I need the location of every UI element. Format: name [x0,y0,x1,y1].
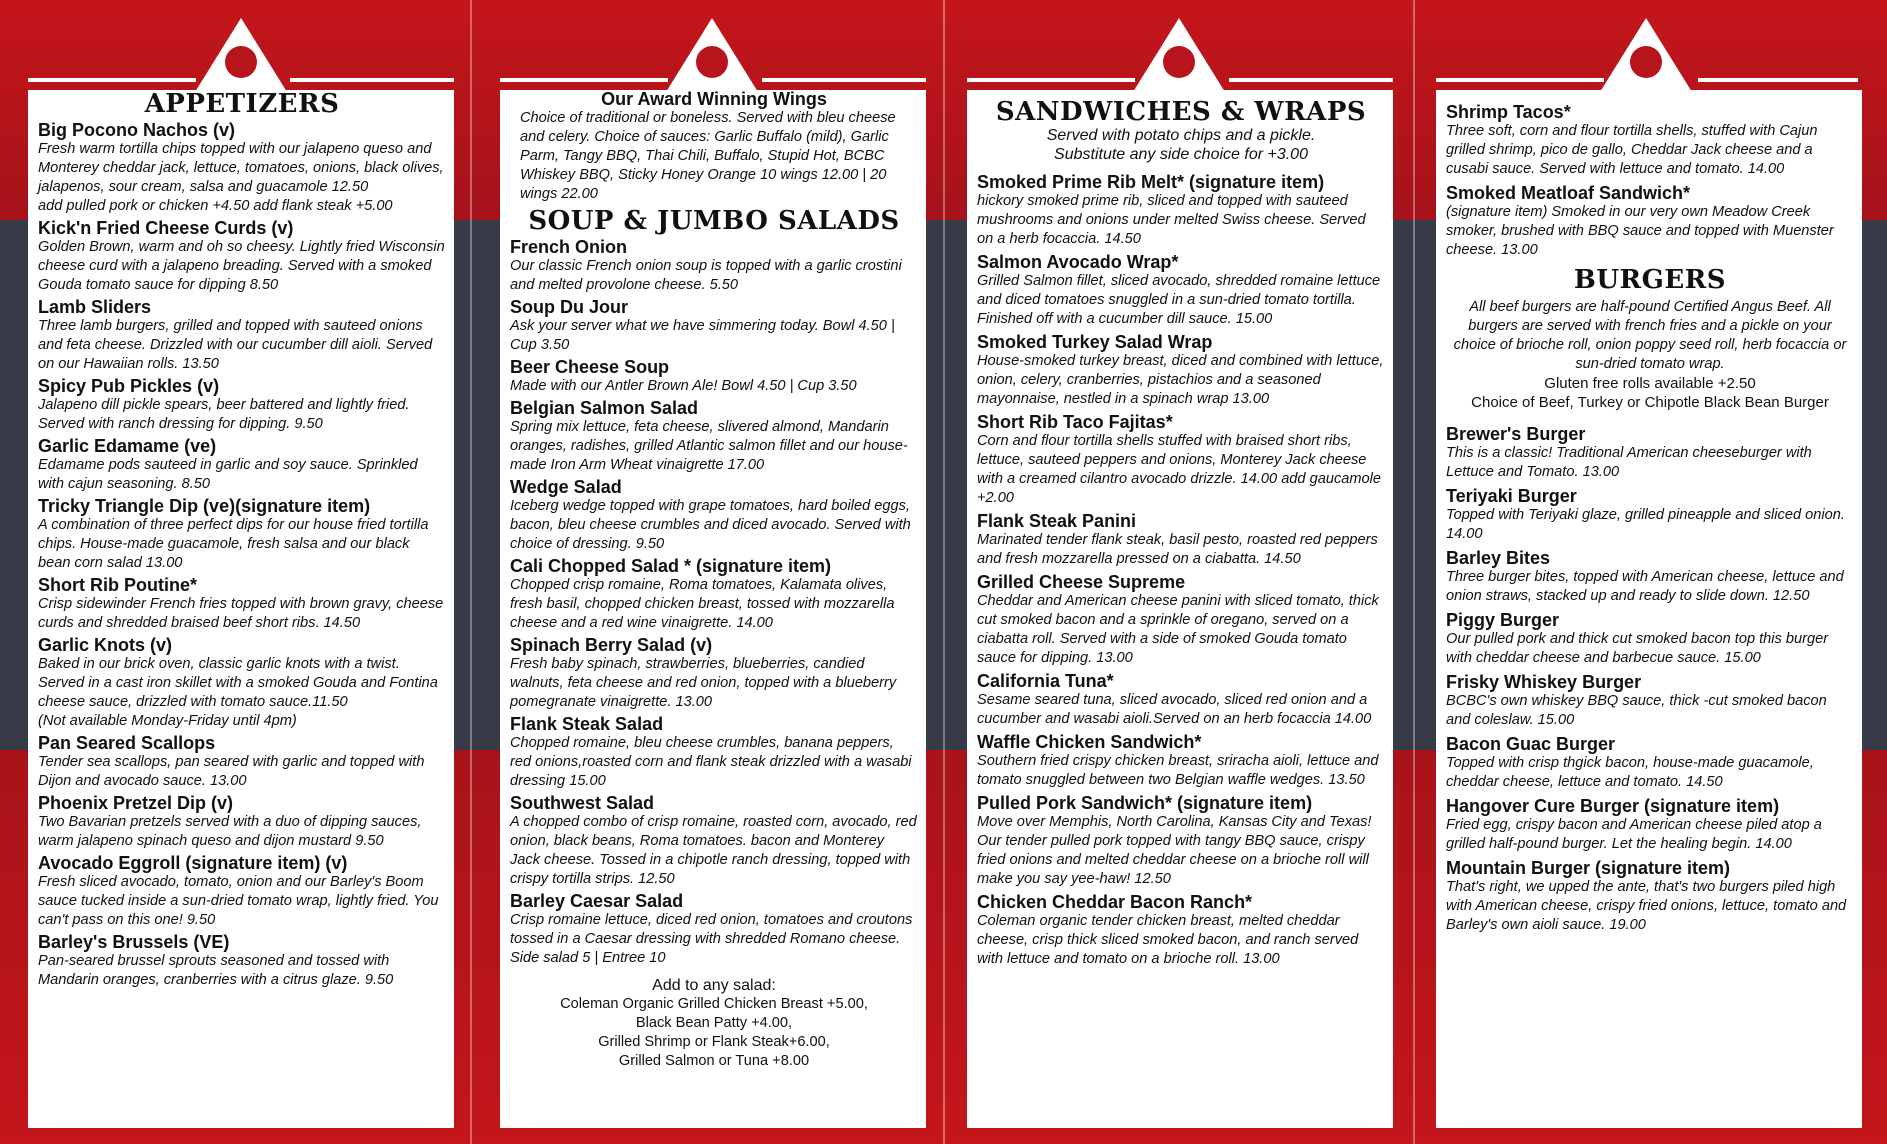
menu-item-name: Garlic Edamame (ve) [38,436,217,456]
menu-item-description: Corn and flour tortilla shells stuffed with braised short ribs, lettuce, sauteed peppers and onions, Monterey Jack cheese with a creamed cilantro avocado drizzle. 14.00 add gaucamole +2.00 [977,433,1381,506]
menu-item-description: Three soft, corn and flour tortilla shells, stuffed with Cajun grilled shrimp, pico de gallo, Cheddar Jack cheese and a cusabi sauce. Served with lettuce and tomato. 14.00 [1446,123,1818,177]
menu-item-name: Waffle Chicken Sandwich* [977,732,1202,752]
menu-item [1446,548,1854,606]
menu-item [38,376,446,434]
menu-item-description: Fried egg, crispy bacon and American cheese piled atop a grilled half-pound burger. Let the healing begin. 14.00 [1446,817,1822,852]
menu-item-name: Teriyaki Burger [1446,486,1577,506]
section-title-appetizers: APPETIZERS [144,90,340,119]
burgers-list [1446,424,1854,935]
menu-item [38,297,446,374]
menu-item-name: Flank Steak Panini [977,511,1137,531]
menu-item-description: Sesame seared tuna, sliced avocado, sliced red onion and a cucumber and wasabi aioli.Served on an herb focaccia 14.00 [977,692,1372,727]
menu-item-name: Pulled Pork Sandwich* (signature item) [977,793,1313,813]
menu-item [510,714,918,791]
menu-item-name: Short Rib Taco Fajitas* [977,412,1173,432]
addon-option: Black Bean Patty +4.00, [635,1015,793,1031]
menu-item-name: Phoenix Pretzel Dip (v) [38,793,234,813]
menu-item-name: French Onion [510,237,627,257]
menu-item-name: Salmon Avocado Wrap* [977,252,1179,272]
section-title-burgers: BURGERS [1573,265,1727,295]
menu-item-description: Topped with crisp thgick bacon, house-made guacamole, cheddar cheese, lettuce and tomato. 14.50 [1446,755,1814,790]
menu-item [977,252,1385,329]
menu-item-description: Our pulled pork and thick cut smoked bacon top this burger with cheddar cheese and barbecue sauce. 15.00 [1446,631,1829,666]
menu-item [510,237,918,295]
soups-salads-list [510,237,918,968]
tab-hole [225,46,257,78]
appetizers-list [38,120,446,990]
menu-item-name: Belgian Salmon Salad [510,398,699,418]
menu-item-name: Frisky Whiskey Burger [1446,672,1642,692]
menu-item [510,477,918,554]
tab-hole [696,46,728,78]
addon-option: Coleman Organic Grilled Chicken Breast +5.00, [560,996,868,1012]
menu-item-name: Southwest Salad [510,793,655,813]
menu-item [38,635,446,731]
tab-hole [1163,46,1195,78]
menu-item-name: Brewer's Burger [1446,424,1586,444]
menu-item-name: Spinach Berry Salad (v) [510,635,713,655]
menu-item-description: (signature item) Smoked in our very own Meadow Creek smoker, brushed with BBQ sauce and topped with Muenster cheese. 13.00 [1446,204,1834,258]
menu-item-description: Fresh baby spinach, strawberries, blueberries, candied walnuts, feta cheese and red onion, topped with a blueberry pomegranate vinaigrette. 13.00 [510,656,897,710]
addon-option: Grilled Shrimp or Flank Steak+6.00, [598,1034,830,1050]
gluten-free-note: Gluten free rolls available +2.50 [1544,375,1756,392]
menu-item-name: Cali Chopped Salad * (signature item) [510,556,832,576]
menu-item [1446,424,1854,482]
menu-item-name: Soup Du Jour [510,297,628,317]
tacos-meatloaf-list [1446,102,1854,260]
menu-item [38,218,446,295]
menu-item-description: Crisp romaine lettuce, diced red onion, tomatoes and croutons tossed in a Caesar dressing with shredded Romano cheese. Side salad 5 | Entree 10 [510,912,913,966]
decor-stripe [28,78,196,82]
panel-sandwiches [967,90,1393,1128]
menu-item-description: A combination of three perfect dips for our house fried tortilla chips. House-made guacamole, fresh salsa and our black bean corn salad 13.00 [38,517,429,571]
menu-item-description: Chopped romaine, bleu cheese crumbles, banana peppers, red onions,roasted corn and flank steak drizzled with a wasabi dressing 15.00 [510,735,912,789]
menu-item [977,511,1385,569]
menu-item-description: Baked in our brick oven, classic garlic knots with a twist. Served in a cast iron skillet with a smoked Gouda and Fontina cheese sauce, drizzled with tomato sauce.11.50 [38,656,438,710]
sandwiches-subtitle-2: Substitute any side choice for +3.00 [1054,146,1308,163]
menu-item [1446,858,1854,935]
menu-item [510,398,918,475]
menu-item-description: Chopped crisp romaine, Roma tomatoes, Kalamata olives, fresh basil, chopped chicken breast, tossed with mozzarella cheese and a red wine vinaigrette. 14.00 [510,577,895,631]
menu-item [510,556,918,633]
menu-item-description: Cheddar and American cheese panini with sliced tomato, thick cut smoked bacon and a sprinkle of oregano, served on a ciabatta roll. Served with a side of smoked Gouda tomato sauce for dipping. 13.00 [977,593,1379,666]
menu-item-description: Iceberg wedge topped with grape tomatoes, hard boiled eggs, bacon, bleu cheese crumbles and diced avocado. Served with choice of dressing. 9.50 [510,498,911,552]
menu-item-name: Bacon Guac Burger [1446,734,1616,754]
decor-stripe [1229,78,1393,82]
menu-item [1446,610,1854,668]
menu-item-name: California Tuna* [977,671,1114,691]
burger-choice-note: Choice of Beef, Turkey or Chipotle Black Bean Burger [1471,394,1829,411]
menu-item [38,932,446,990]
decor-stripe [500,78,668,82]
menu-item-description: Two Bavarian pretzels served with a duo of dipping sauces, warm jalapeno spinach queso and dijon mustard 9.50 [38,814,422,849]
wings-description: Choice of traditional or boneless. Served with bleu cheese and celery. Choice of sauces: Garlic Buffalo (mild), Garlic Parm, Tangy BBQ, Thai Chili, Buffalo, Stupid Hot, BCBC Whiskey BBQ, Sticky Honey Orange 10 wings 12.00 | 20 wings 22.00 [520,110,896,202]
menu-item-description: Jalapeno dill pickle spears, beer battered and lightly fried. Served with ranch dressing for dipping. 9.50 [38,397,410,432]
tab-hole [1630,46,1662,78]
menu-item [977,412,1385,508]
menu-item-description: Topped with Teriyaki glaze, grilled pineapple and sliced onion. 14.00 [1446,507,1845,542]
decor-stripe [1436,78,1604,82]
menu-item-description: House-smoked turkey breast, diced and combined with lettuce, onion, celery, cranberries, pistachios and a seasoned mayonnaise, nestled in a spinach wrap 13.00 [977,353,1384,407]
menu-item-name: Smoked Prime Rib Melt* (signature item) [977,172,1325,192]
menu-item [1446,672,1854,730]
menu-item-description: Our classic French onion soup is topped with a garlic crostini and melted provolone cheese. 5.50 [510,258,902,293]
menu-item-description: BCBC's own whiskey BBQ sauce, thick -cut smoked bacon and coleslaw. 15.00 [1446,693,1827,728]
panel-soups-salads [500,90,926,1128]
menu-item [38,120,446,216]
menu-item-name: Smoked Meatloaf Sandwich* [1446,183,1691,203]
menu-item [1446,102,1854,179]
menu-item [1446,734,1854,792]
menu-item-name: Chicken Cheddar Bacon Ranch* [977,892,1253,912]
menu-item-description: Pan-seared brussel sprouts seasoned and tossed with Mandarin oranges, cranberries with a citrus glaze. 9.50 [38,953,394,988]
burgers-intro: All beef burgers are half-pound Certified Angus Beef. All burgers are served with french fries and a pickle on your choice of brioche roll, onion poppy seed roll, herb focaccia or sun-dried tomato wrap. [1453,299,1847,372]
menu-item-description: Made with our Antler Brown Ale! Bowl 4.50 | Cup 3.50 [510,378,857,394]
menu-item-description: Fresh warm tortilla chips topped with our jalapeno queso and Monterey cheddar jack, lettuce, tomatoes, onions, black olives, jalapenos, sour cream, salsa and guacamole 12.50 [38,141,444,195]
menu-item [38,793,446,851]
menu-item-description: Move over Memphis, North Carolina, Kansas City and Texas! Our tender pulled pork topped with tangy BBQ sauce, crispy fried onions and melted cheddar cheese on a brioche roll will make you say yee-haw! 12.50 [977,814,1372,887]
sandwiches-list [977,172,1385,969]
menu-item-name: Avocado Eggroll (signature item) (v) [38,853,348,873]
decor-stripe [967,78,1135,82]
menu-item [977,172,1385,249]
menu-item [510,793,918,889]
fold-line [1413,0,1415,1144]
menu-item-name: Pan Seared Scallops [38,733,216,753]
menu-item [38,575,446,633]
decor-stripe [762,78,926,82]
fold-line [470,0,472,1144]
menu-item-name: Kick'n Fried Cheese Curds (v) [38,218,294,238]
menu-item-name: Shrimp Tacos* [1446,102,1571,122]
menu-item-name: Hangover Cure Burger (signature item) [1446,796,1780,816]
menu-item-name: Grilled Cheese Supreme [977,572,1186,592]
menu-item-description: Southern fried crispy chicken breast, sriracha aioli, lettuce and tomato snuggled between two Belgian waffle wedges. 13.50 [977,753,1379,788]
menu-item-name: Barley Bites [1446,548,1551,568]
addons-title: Add to any salad: [652,977,776,994]
menu-item-description: hickory smoked prime rib, sliced and topped with sauteed mushrooms and onions under melted Swiss cheese. Served on a herb focaccia. 14.50 [977,193,1366,247]
section-title-soups-salads: SOUP & JUMBO SALADS [528,206,900,236]
menu-item-description: Fresh sliced avocado, tomato, onion and our Barley's Boom sauce tucked inside a sun-dried tomato wrap, lightly fried. You can't pass on this one! 9.50 [38,874,439,928]
menu-item [510,357,918,396]
menu-item [977,793,1385,889]
menu-item [1446,183,1854,260]
menu-item [1446,486,1854,544]
menu-item-description: Grilled Salmon fillet, sliced avocado, shredded romaine lettuce and diced tomatoes snuggled in a sun-dried tomato tortilla. Finished off with a cucumber dill sauce. 15.00 [977,273,1381,327]
menu-item-name: Barley Caesar Salad [510,891,684,911]
menu-item [38,436,446,494]
menu-item-name: Wedge Salad [510,477,622,497]
menu-item [977,892,1385,969]
decor-stripe [1698,78,1858,82]
menu-item [977,671,1385,729]
menu-item-name: Spicy Pub Pickles (v) [38,376,220,396]
menu-item [1446,796,1854,854]
addons-list [510,995,918,1071]
menu-item [977,732,1385,790]
fold-line [943,0,945,1144]
menu-item-name: Smoked Turkey Salad Wrap [977,332,1213,352]
menu-item-description: Three lamb burgers, grilled and topped with sauteed onions and feta cheese. Drizzled with our cucumber dill aioli. Served on our Hawaiian rolls. 13.50 [38,318,433,372]
menu-item-name: Beer Cheese Soup [510,357,670,377]
menu-item-description: This is a classic! Traditional American cheeseburger with Lettuce and Tomato. 13.00 [1446,445,1812,480]
menu-item-description: Coleman organic tender chicken breast, melted cheddar cheese, crisp thick sliced smoked bacon, and ranch served with lettuce and tomato on a brioche roll. 13.00 [977,913,1359,967]
menu-item [510,635,918,712]
section-title-sandwiches: SANDWICHES & WRAPS [995,97,1367,127]
menu-item [38,853,446,930]
addon-option: Grilled Salmon or Tuna +8.00 [618,1053,810,1069]
menu-item-description: Edamame pods sauteed in garlic and soy sauce. Sprinkled with cajun seasoning. 8.50 [38,457,418,492]
menu-item-extra: add pulled pork or chicken +4.50 add flank steak +5.00 [38,198,393,214]
menu-item-description: Marinated tender flank steak, basil pesto, roasted red peppers and fresh mozzarella pressed on a ciabatta. 14.50 [977,532,1378,567]
menu-item-description: Ask your server what we have simmering today. Bowl 4.50 | Cup 3.50 [510,318,895,353]
menu-item-description: Tender sea scallops, pan seared with garlic and topped with Dijon and avocado sauce. 13.00 [38,754,425,789]
menu-item-name: Garlic Knots (v) [38,635,173,655]
sandwiches-subtitle-1: Served with potato chips and a pickle. [1046,127,1316,144]
menu-item-name: Lamb Sliders [38,297,152,317]
menu-item-description: Crisp sidewinder French fries topped with brown gravy, cheese curds and shredded braised beef short ribs. 14.50 [38,596,444,631]
menu-item-description: A chopped combo of crisp romaine, roasted corn, avocado, red onion, black beans, Roma tomatoes. bacon and Monterey Jack cheese. Tossed in a chipotle ranch dressing, topped with crispy tortilla strips. 12.50 [510,814,917,887]
menu-item [510,297,918,355]
menu-item-name: Flank Steak Salad [510,714,664,734]
menu-item-name: Mountain Burger (signature item) [1446,858,1731,878]
menu-item [38,733,446,791]
menu-item-description: That's right, we upped the ante, that's two burgers piled high with American cheese, crispy fried onions, lettuce, tomato and Barley's own aioli sauce. 19.00 [1446,879,1847,933]
menu-item-name: Tricky Triangle Dip (ve)(signature item) [38,496,371,516]
menu-item-description: Spring mix lettuce, feta cheese, slivered almond, Mandarin oranges, radishes, grilled Atlantic salmon fillet and our house-made Iron Arm Wheat vinaigrette 17.00 [510,419,908,473]
panel-burgers [1436,90,1862,1128]
menu-item [38,496,446,573]
panel-appetizers [28,90,454,1128]
menu-item [977,572,1385,668]
menu-item-name: Big Pocono Nachos (v) [38,120,236,140]
menu-item [510,891,918,968]
menu-item-name: Barley's Brussels (VE) [38,932,230,952]
decor-stripe [290,78,454,82]
menu-item [977,332,1385,409]
menu-item-name: Short Rib Poutine* [38,575,197,595]
menu-item-extra: (Not available Monday-Friday until 4pm) [38,713,297,729]
menu-item-name: Piggy Burger [1446,610,1560,630]
wings-title: Our Award Winning Wings [601,90,827,109]
menu-item-description: Three burger bites, topped with American cheese, lettuce and onion straws, stacked up and ready to slide down. 12.50 [1446,569,1844,604]
menu-item-description: Golden Brown, warm and oh so cheesy. Lightly fried Wisconsin cheese curd with a jalapeno breading. Served with a smoked Gouda tomato sauce for dipping 8.50 [38,239,445,293]
